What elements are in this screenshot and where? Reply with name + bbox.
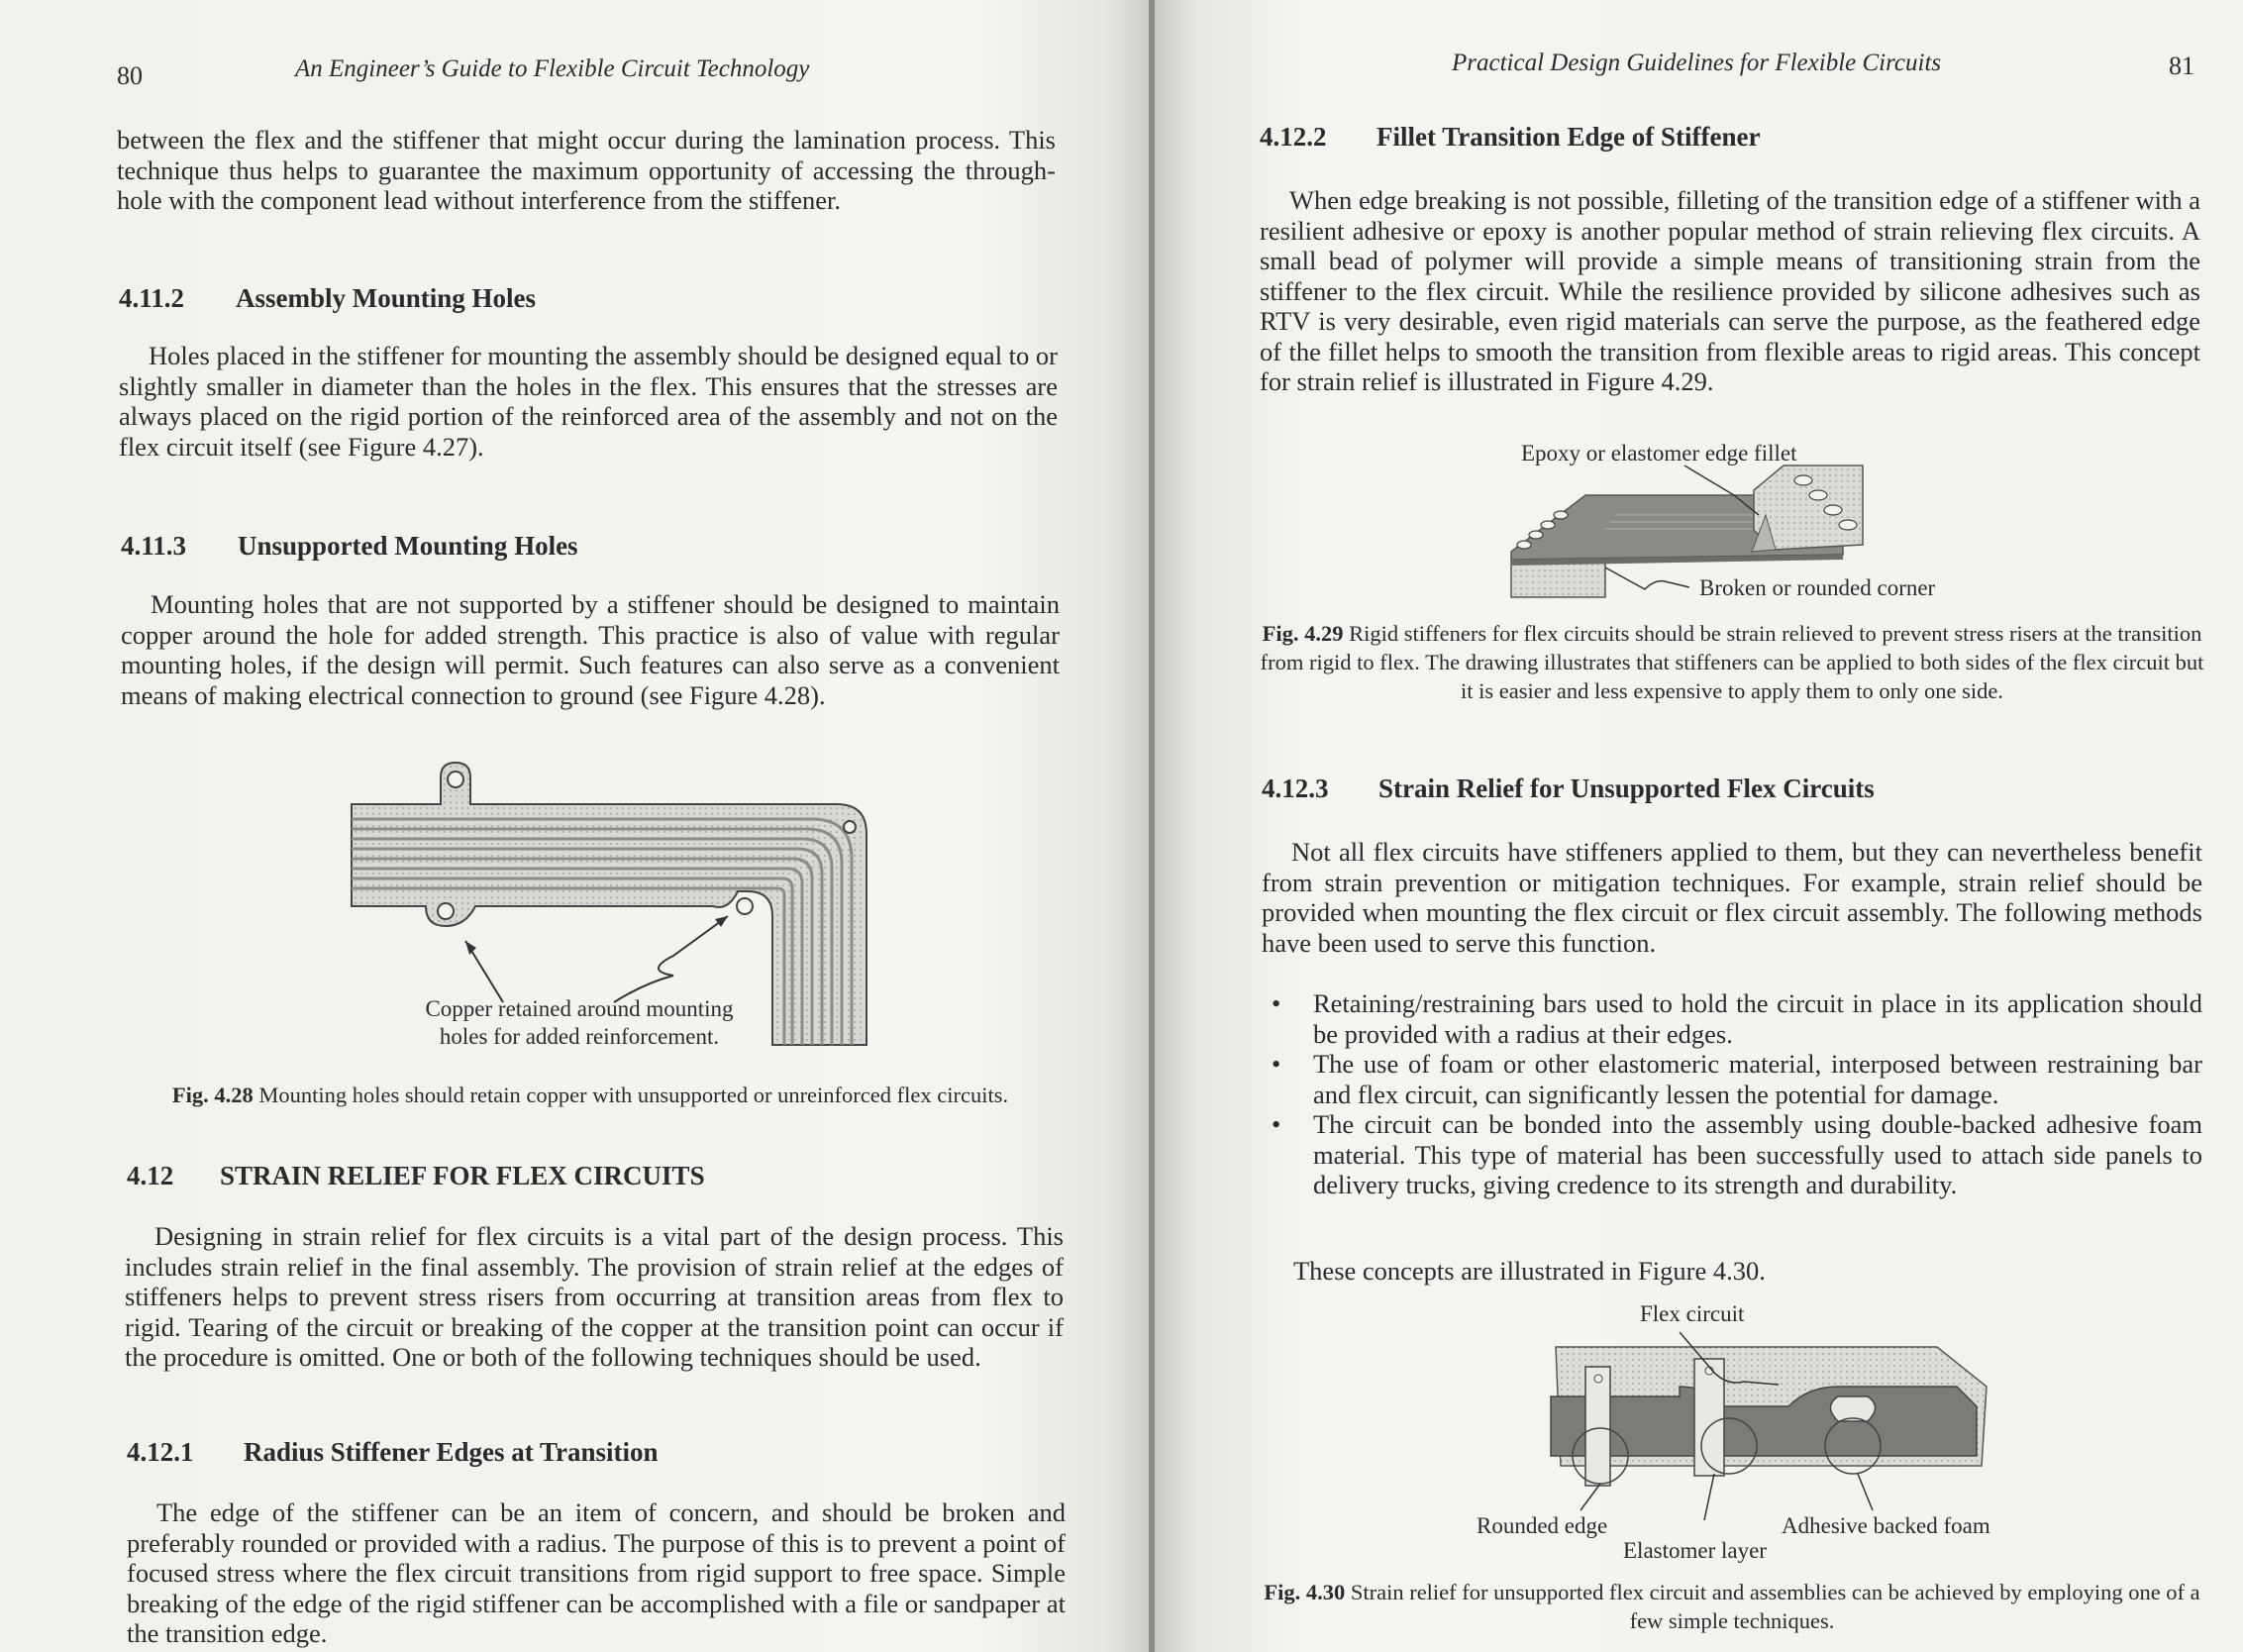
figure-annotation — [366, 995, 792, 1051]
figure-label: Fig. 4.29 — [1262, 621, 1344, 646]
figure-4-30-illustration — [1541, 1327, 1987, 1525]
figure-label-bottom: Broken or rounded corner — [1699, 575, 1936, 600]
section-title: Radius Stiffener Edges at Transition — [244, 1437, 659, 1467]
figure-label: Fig. 4.30 — [1264, 1580, 1346, 1604]
list-item: • Retaining/restraining bars used to hold the circuit in place in its application should be provided with a radius at their edges. — [1262, 988, 2202, 1049]
section-number: 4.12 — [127, 1161, 174, 1190]
figure-label-elastomer: Elastomer layer — [1623, 1538, 1767, 1563]
figure-caption — [1260, 619, 2204, 705]
caption-text: Mounting holes should retain copper with unsupported or unreinforced flex circuits. — [258, 1083, 1009, 1107]
annotation-line: holes for added reinforcement. — [439, 1024, 720, 1049]
section-body: The edge of the stiffener can be an item of concern, and should be broken and preferably rounded or provided with a radius. The purpose of this is to prevent a point of focused stress where the flex circuit transitions from rigid support to free space. Simple breaking of the edge of the rigid stiffener can be accomplished with a file or sandpaper at the transition edge. — [127, 1497, 1066, 1648]
section-number: 4.11.2 — [119, 283, 185, 313]
figure-label-top: Epoxy or elastomer edge fillet — [1521, 441, 1797, 465]
caption-text: Rigid stiffeners for flex circuits should be strain relieved to prevent stress risers at the transition from rigid to flex. The drawing illustrates that stiffeners can be applied to both sides of the flex circuit but it is easier and less expensive to apply them to only one side. — [1260, 621, 2204, 703]
bullet-list — [1262, 988, 2202, 1200]
running-head: An Engineer’s Guide to Flexible Circuit Technology — [295, 55, 810, 82]
section-title: Strain Relief for Unsupported Flex Circuits — [1378, 774, 1875, 803]
section-heading-4-11-2 — [119, 283, 536, 314]
section-body: Holes placed in the stiffener for mounting the assembly should be designed equal to or slightly smaller in diameter than the holes in the flex. This ensures that the stresses are always placed on the rigid portion of the reinforced area of the assembly and not on the flex circuit itself (see Figure 4.27). — [119, 341, 1058, 462]
figure-label: Fig. 4.28 — [171, 1083, 254, 1107]
figure-caption — [119, 1081, 1062, 1109]
figure-label-rounded: Rounded edge — [1477, 1513, 1608, 1538]
running-head: Practical Design Guidelines for Flexible Circuits — [1452, 50, 1942, 76]
figure-caption — [1260, 1578, 2204, 1635]
section-body: Mounting holes that are not supported by a stiffener should be designed to maintain copper around the hole for added strength. This practice is also of value with regular mounting holes, if the design will permit. Such features can also serve as a convenient means of making electrical connection to ground (see Figure 4.28). — [121, 589, 1060, 710]
section-number: 4.12.3 — [1262, 774, 1329, 803]
page-number: 80 — [117, 61, 143, 90]
section-heading-4-12-1 — [127, 1437, 659, 1468]
section-title: STRAIN RELIEF FOR FLEX CIRCUITS — [220, 1161, 705, 1190]
section-body: Designing in strain relief for flex circuits is a vital part of the design process. This includes strain relief in the final assembly. The provision of strain relief at the edges of stiffeners helps to prevent stress risers from occurring at transition areas from flex to rigid. Tearing of the circuit or breaking of the copper at the transition point can occur if the procedure is omitted. One or both of the following techniques should be used. — [125, 1221, 1064, 1372]
section-title: Fillet Transition Edge of Stiffener — [1376, 122, 1761, 152]
figure-label-flex: Flex circuit — [1640, 1301, 1745, 1326]
figure-label-adhesive: Adhesive backed foam — [1782, 1513, 1990, 1538]
section-number: 4.12.1 — [127, 1437, 194, 1467]
section-number: 4.11.3 — [121, 531, 187, 561]
section-heading-4-12-3 — [1262, 774, 1875, 804]
section-heading-4-12 — [127, 1161, 705, 1191]
closing-sentence: These concepts are illustrated in Figure 4.30. — [1293, 1256, 1766, 1286]
list-item: • The circuit can be bonded into the assembly using double-backed adhesive foam material. This type of material has been successfully used to attach side panels to delivery trucks, giving credence to its strength and durability. — [1262, 1109, 2202, 1200]
section-heading-4-12-2 — [1260, 122, 1760, 153]
section-body: Not all flex circuits have stiffeners applied to them, but they can nevertheless benefit from strain prevention or mitigation techniques. For example, strain relief should be provided when mounting the flex circuit or flex circuit assembly. The following methods have been used to serve this function. — [1262, 837, 2202, 958]
section-body: When edge breaking is not possible, filleting of the transition edge of a stiffener with a resilient adhesive or epoxy is another popular method of strain relieving flex circuits. A small bead of polymer will provide a simple means of transitioning strain from the stiffener to the flex circuit. While the resilience provided by silicone adhesives such as RTV is very desirable, even rigid materials can serve the purpose, as the feathered edge of the fillet helps to smooth the transition from flexible areas to rigid areas. This concept for strain relief is illustrated in Figure 4.29. — [1260, 185, 2200, 396]
intro-paragraph: between the flex and the stiffener that might occur during the lamination process. This technique thus helps to guarantee the maximum opportunity of accessing the through-hole with the component lead without interference from the stiffener. — [117, 125, 1056, 215]
list-item: • The use of foam or other elastomeric material, interposed between restraining bar and flex circuit, can significantly lessen the potential for damage. — [1262, 1049, 2202, 1109]
section-title: Unsupported Mounting Holes — [238, 531, 578, 561]
annotation-line: Copper retained around mounting — [425, 996, 734, 1021]
section-number: 4.12.2 — [1260, 122, 1327, 152]
right-page — [1155, 0, 2243, 1652]
caption-text: Strain relief for unsupported flex circuit and assemblies can be achieved by employing one of a few simple techniques. — [1350, 1580, 2200, 1633]
section-title: Assembly Mounting Holes — [236, 283, 537, 313]
page-number: 81 — [2169, 52, 2194, 80]
section-heading-4-11-3 — [121, 531, 578, 562]
